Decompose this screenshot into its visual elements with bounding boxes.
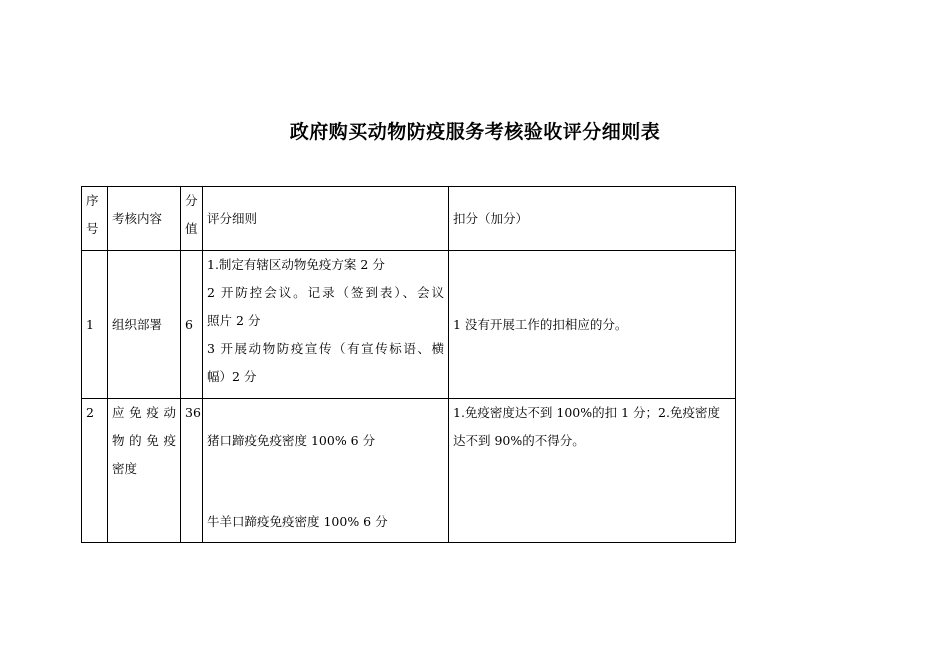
content-line: 密度 (112, 461, 138, 476)
detail-line: 3 开展动物防疫宣传（有宣传标语、横 (207, 341, 444, 356)
detail-line: 牛羊口蹄疫免疫密度 100% 6 分 (207, 514, 388, 529)
row-deduct (449, 399, 736, 543)
row-detail (203, 399, 449, 543)
header-score (181, 187, 203, 251)
detail-line: 幅）2 分 (207, 369, 257, 384)
deduct-line: 1.免疫密度达不到 100%的扣 1 分；2.免疫密度 (453, 405, 720, 420)
header-score-line2: 值 (185, 221, 198, 236)
row-content: 组织部署 (108, 251, 181, 399)
deduct-line: 达不到 90%的不得分。 (453, 433, 585, 448)
row-seq: 1 (82, 251, 108, 399)
detail-line: 照片 2 分 (207, 313, 261, 328)
table-row (82, 251, 736, 399)
row-seq: 2 (82, 399, 108, 543)
detail-line: 1.制定有辖区动物免疫方案 2 分 (207, 257, 385, 272)
content-line: 物的免疫 (112, 433, 176, 448)
row-content (108, 399, 181, 543)
table-row (82, 399, 736, 543)
header-content: 考核内容 (108, 187, 181, 251)
header-seq-line2: 号 (86, 221, 99, 236)
document-title: 政府购买动物防疫服务考核验收评分细则表 (289, 121, 661, 143)
header-deduct: 扣分（加分） (449, 187, 736, 251)
scoring-table (81, 186, 736, 543)
header-detail: 评分细则 (203, 187, 449, 251)
table-header-row (82, 187, 736, 251)
header-seq (82, 187, 108, 251)
row-score: 6 (181, 251, 203, 399)
detail-line: 猪口蹄疫免疫密度 100% 6 分 (207, 433, 376, 448)
content-line: 应免疫动 (112, 405, 176, 420)
row-score: 36 (181, 399, 203, 543)
detail-line: 2 开防控会议。记录（签到表）、会议 (207, 285, 444, 300)
header-score-line1: 分 (185, 193, 198, 208)
row-deduct: 1 没有开展工作的扣相应的分。 (449, 251, 736, 399)
header-seq-line1: 序 (86, 193, 99, 208)
row-detail (203, 251, 449, 399)
